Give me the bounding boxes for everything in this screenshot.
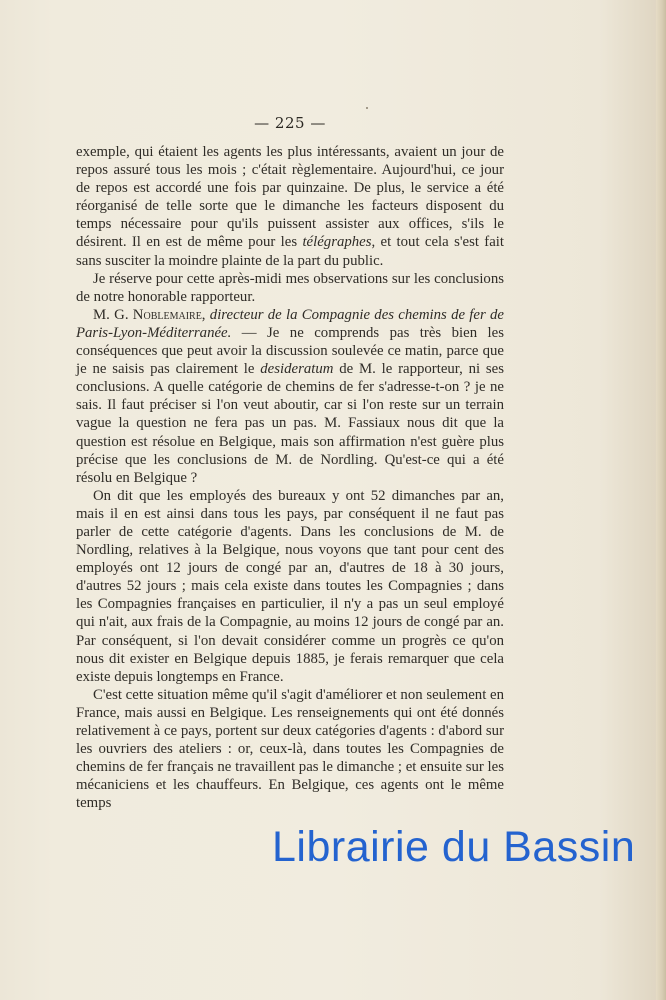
italic-term: desideratum xyxy=(260,361,334,378)
page-number: — 225 — xyxy=(254,114,326,132)
body-text xyxy=(76,143,504,812)
page-edge xyxy=(656,0,666,1000)
seller-watermark: Librairie du Bassin xyxy=(272,823,636,871)
italic-term: télégraphes xyxy=(302,234,372,251)
speaker-name: M. G. Noblemaire, xyxy=(93,306,206,323)
paragraph-3: M. G. Noblemaire, directeur de la Compagnie des chemins de fer de Paris-Lyon-Méditerranée. — Je ne comprends pas très bien les conséquences que peut avoir la discussion soulevée ce matin, parce que je ne saisis pas clairement le desideratum de M. le rapporteur, ni ses conclusions. A quelle catégorie de chemins de fer s'adresse-t-on ? je ne sais. Il faut préciser si l'on veut aboutir, car si l'on reste sur un terrain vague la question ne fera pas un pas. M. Fassiaux nous dit que la question est résolue en Belgique, mais son affirmation n'est guère plus précise que les conclusions de M. de Nordling. Qu'est-ce qui a été résolu en Belgique ? xyxy=(76,306,504,486)
paragraph-2: Je réserve pour cette après-midi mes observations sur les conclusions de notre honorable rapporteur. xyxy=(76,270,504,305)
paragraph-5: C'est cette situation même qu'il s'agit d'améliorer et non seulement en France, mais aussi en Belgique. Les renseignements qui ont été donnés relativement à ce pays, portent sur deux catégories d'agents : d'abord sur les ouvriers des ateliers : or, ceux-là, dans toutes les Compagnies de chemins de fer français ne travaillent pas le dimanche ; et ensuite sur les mécaniciens et les chauffeurs. En Belgique, ces agents ont le même temps xyxy=(76,686,504,812)
speaker-title: directeur de la Compagnie des chemins de fer de Paris-Lyon-Méditerranée. xyxy=(76,306,504,341)
paper-speck xyxy=(366,107,368,109)
paragraph-1: exemple, qui étaient les agents les plus intéressants, avaient un jour de repos assuré tous les mois ; c'était règlementaire. Aujourd'hui, ce jour de repos est accordé une fois par quinzaine. De plus, le service a été réorganisé de telle sorte que le dimanche les facteurs disposent du temps nécessaire pour qu'ils puissent assister aux offices, s'ils le désirent. Il en est de même pour les télégraphes, et tout cela s'est fait sans susciter la moindre plainte de la part du public. xyxy=(76,144,504,269)
paragraph-4: On dit que les employés des bureaux y ont 52 dimanches par an, mais il en est ainsi dans tous les pays, par conséquent il ne faut pas parler de cette catégorie d'agents. Dans les conclusions de M. de Nordling, relatives à la Belgique, nous voyons que tant pour cent des employés ont 12 jours de congé par an, d'autres de 18 à 30 jours, d'autres 52 jours ; mais cela existe dans toutes les Compagnies ; dans les Compagnies françaises en particulier, il n'y a pas un seul employé qui n'ait, aux frais de la Compagnie, au moins 12 jours de congé par an. Par conséquent, si l'on devait considérer comme un progrès ce qu'on nous dit exister en Belgique depuis 1885, je ferais remarquer que cela existe depuis longtemps en France. xyxy=(76,487,504,685)
